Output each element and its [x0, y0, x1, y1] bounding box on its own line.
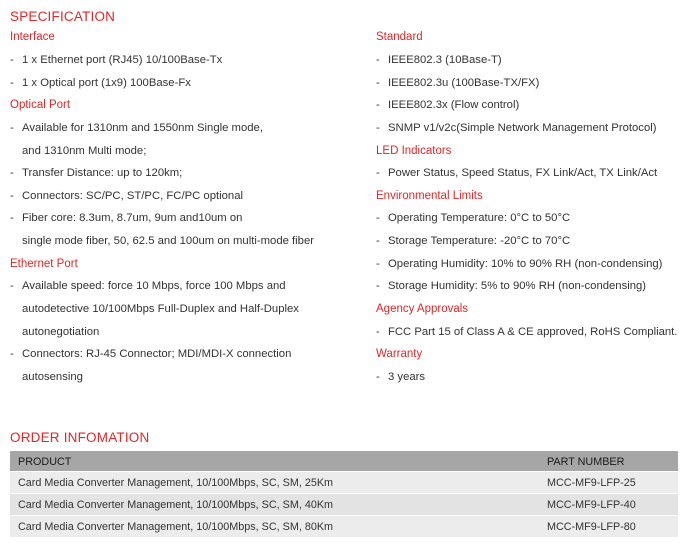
- warranty-heading: Warranty: [376, 348, 423, 360]
- env-item-1: - Operating Temperature: 0°C to 50°C: [376, 212, 571, 224]
- interface-item-2: - 1 x Optical port (1x9) 100Base-Fx: [10, 77, 191, 89]
- optical-item-2: - Transfer Distance: up to 120km;: [10, 167, 183, 179]
- table-row: [10, 515, 678, 537]
- optical-item-4-continued: single mode fiber, 50, 62.5 and 100um on multi-mode fiber: [22, 235, 315, 247]
- order-information-title: ORDER INFOMATION: [10, 430, 150, 445]
- warranty-item-1: - 3 years: [376, 371, 426, 383]
- ethernet-item-2: - Connectors: RJ-45 Connector; MDI/MDI-X connection: [10, 348, 292, 360]
- optical-item-3: - Connectors: SC/PC, ST/PC, FC/PC optional: [10, 190, 243, 202]
- env-item-2: - Storage Temperature: -20°C to 70°C: [376, 235, 571, 247]
- specification-title: SPECIFICATION: [10, 9, 116, 24]
- table-row: [10, 493, 678, 515]
- environmental-limits-heading: Environmental Limits: [376, 190, 483, 202]
- column-header-part-number: PART NUMBER: [547, 456, 625, 468]
- ethernet-item-1: - Available speed: force 10 Mbps, force 100 Mbps and: [10, 280, 286, 292]
- ethernet-item-1-continued-2: autonegotiation: [22, 326, 100, 338]
- standard-item-4: - SNMP v1/v2c(Simple Network Management Protocol): [376, 122, 657, 134]
- part-number-cell: MCC-MF9-LFP-80: [547, 521, 636, 533]
- column-header-product: PRODUCT: [18, 456, 72, 468]
- env-item-3: - Operating Humidity: 10% to 90% RH (non-condensing): [376, 258, 663, 270]
- interface-item-1: - 1 x Ethernet port (RJ45) 10/100Base-Tx: [10, 54, 223, 66]
- standard-heading: Standard: [376, 31, 423, 43]
- table-row: [10, 471, 678, 493]
- product-cell: Card Media Converter Management, 10/100Mbps, SC, SM, 40Km: [18, 499, 334, 511]
- ethernet-item-1-continued: autodetective 10/100Mbps Full-Duplex and Half-Duplex: [22, 303, 299, 315]
- optical-port-heading: Optical Port: [10, 99, 71, 111]
- product-cell: Card Media Converter Management, 10/100Mbps, SC, SM, 80Km: [18, 521, 334, 533]
- standard-item-3: - IEEE802.3x (Flow control): [376, 99, 520, 111]
- standard-item-1: - IEEE802.3 (10Base-T): [376, 54, 502, 66]
- optical-item-1: - Available for 1310nm and 1550nm Single mode,: [10, 122, 263, 134]
- interface-heading: Interface: [10, 31, 55, 43]
- part-number-cell: MCC-MF9-LFP-25: [547, 477, 636, 489]
- standard-item-2: - IEEE802.3u (100Base-TX/FX): [376, 77, 540, 89]
- optical-item-1-continued: and 1310nm Multi mode;: [22, 145, 147, 157]
- ethernet-port-heading: Ethernet Port: [10, 258, 78, 270]
- order-table: [10, 451, 678, 537]
- agency-approvals-heading: Agency Approvals: [376, 303, 469, 315]
- order-table-header: [10, 451, 678, 471]
- ethernet-item-2-continued: autosensing: [22, 371, 83, 383]
- product-cell: Card Media Converter Management, 10/100Mbps, SC, SM, 25Km: [18, 477, 334, 489]
- part-number-cell: MCC-MF9-LFP-40: [547, 499, 636, 511]
- env-item-4: - Storage Humidity: 5% to 90% RH (non-condensing): [376, 280, 647, 292]
- agency-item-1: - FCC Part 15 of Class A & CE approved, RoHS Compliant.: [376, 326, 678, 338]
- optical-item-4: - Fiber core: 8.3um, 8.7um, 9um and10um on: [10, 212, 243, 224]
- led-indicators-heading: LED Indicators: [376, 145, 452, 157]
- led-item-1: - Power Status, Speed Status, FX Link/Act, TX Link/Act: [376, 167, 658, 179]
